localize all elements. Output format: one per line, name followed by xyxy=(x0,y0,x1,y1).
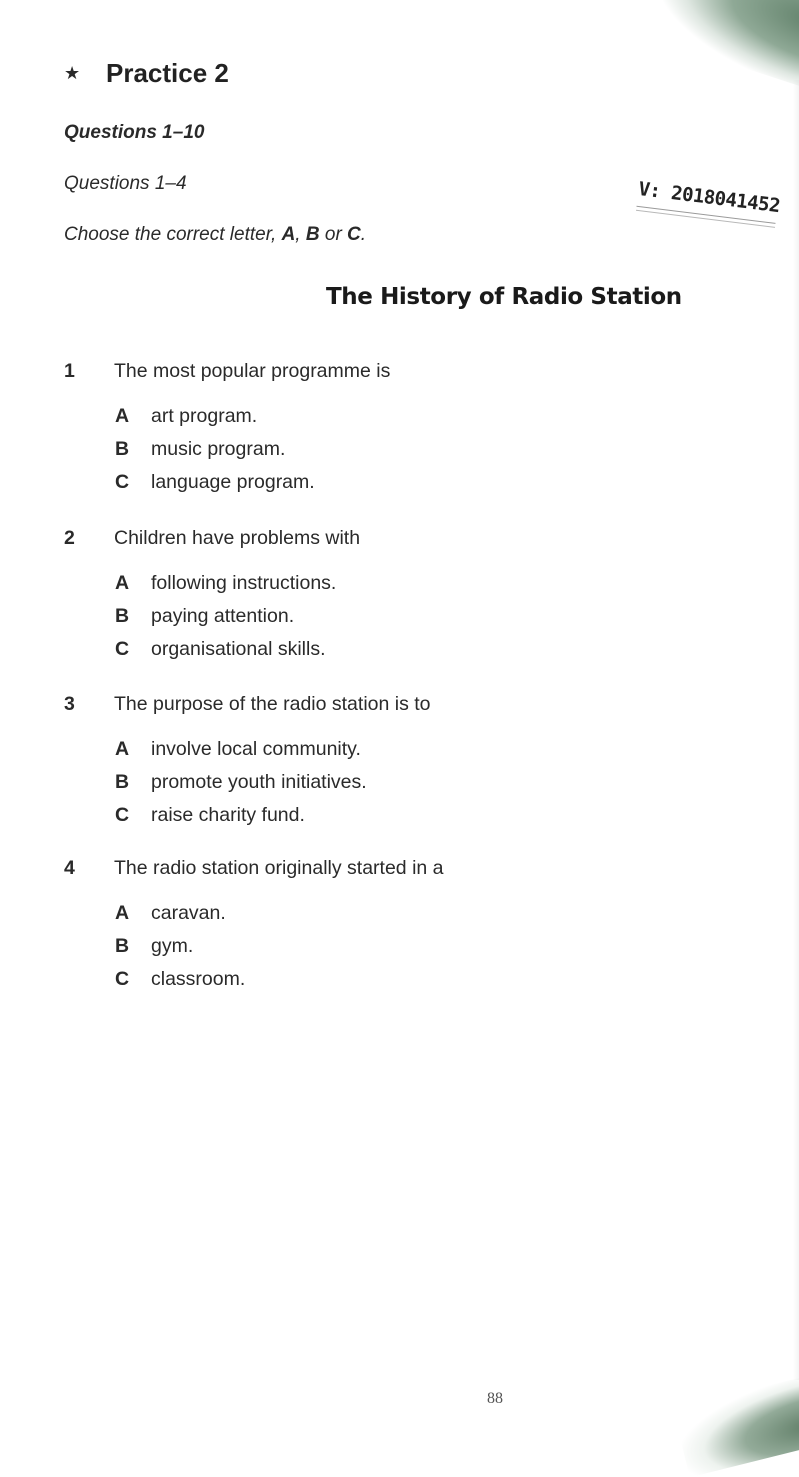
option-letter: B xyxy=(115,605,130,627)
option-letter: C xyxy=(115,471,130,493)
question-text: The purpose of the radio station is to xyxy=(114,692,431,715)
instruction-letter-b: B xyxy=(305,224,320,245)
option-text: involve local community. xyxy=(151,738,361,760)
option-text: classroom. xyxy=(151,968,246,990)
option-a[interactable] xyxy=(115,400,664,433)
questions-range-heading: Questions 1–10 xyxy=(64,122,205,143)
option-letter: B xyxy=(115,771,130,793)
question-2 xyxy=(64,525,664,666)
option-list xyxy=(64,897,664,996)
option-text: gym. xyxy=(151,935,194,957)
instruction-letter-a: A xyxy=(281,224,296,245)
option-letter: A xyxy=(115,405,130,427)
version-stamp xyxy=(633,178,789,256)
practice-header xyxy=(64,58,229,89)
page-number: 88 xyxy=(487,1390,503,1407)
option-text: language program. xyxy=(151,471,315,493)
option-a[interactable] xyxy=(115,897,664,930)
option-letter: B xyxy=(115,438,130,460)
option-b[interactable] xyxy=(115,600,664,633)
option-b[interactable] xyxy=(115,433,664,466)
option-c[interactable] xyxy=(115,963,664,996)
option-letter: C xyxy=(115,968,130,990)
question-stem xyxy=(64,525,664,551)
option-b[interactable] xyxy=(115,930,664,963)
instruction-letter-c: C xyxy=(347,224,361,245)
practice-title: Practice 2 xyxy=(106,58,229,88)
page-edge-shadow xyxy=(793,80,799,1380)
option-text: caravan. xyxy=(151,902,226,924)
question-text: Children have problems with xyxy=(114,526,361,549)
option-c[interactable] xyxy=(115,466,664,499)
option-letter: C xyxy=(115,804,130,826)
question-4 xyxy=(64,855,664,996)
option-letter: C xyxy=(115,638,130,660)
question-number: 1 xyxy=(64,359,75,382)
page-curl-shadow-top xyxy=(647,0,799,98)
option-text: art program. xyxy=(151,405,258,427)
option-c[interactable] xyxy=(115,799,664,832)
option-a[interactable] xyxy=(115,733,664,766)
version-stamp-text: V: 2018041452 xyxy=(637,178,782,218)
question-stem xyxy=(64,691,664,717)
page-curl-shadow-bottom xyxy=(673,1371,799,1477)
option-b[interactable] xyxy=(115,766,664,799)
question-text: The most popular programme is xyxy=(114,359,391,382)
section-title: The History of Radio Station xyxy=(326,284,682,310)
option-text: following instructions. xyxy=(151,572,337,594)
option-list xyxy=(64,733,664,832)
instruction-prefix: Choose the correct letter, xyxy=(64,224,282,245)
question-stem xyxy=(64,855,664,881)
option-text: organisational skills. xyxy=(151,638,326,660)
option-list xyxy=(64,567,664,666)
option-text: music program. xyxy=(151,438,286,460)
question-number: 4 xyxy=(64,856,75,879)
star-icon: ★ xyxy=(64,63,81,83)
option-list xyxy=(64,400,664,499)
question-3 xyxy=(64,691,664,832)
option-text: raise charity fund. xyxy=(151,804,305,826)
question-stem xyxy=(64,358,664,384)
option-text: promote youth initiatives. xyxy=(151,771,367,793)
option-letter: A xyxy=(115,902,130,924)
question-number: 3 xyxy=(64,692,75,715)
questions-subrange-heading: Questions 1–4 xyxy=(64,173,187,194)
instruction-suffix: . xyxy=(360,224,367,245)
question-1 xyxy=(64,358,664,499)
instruction-sep-2: or xyxy=(319,224,348,245)
instruction-text xyxy=(64,224,366,246)
question-text: The radio station originally started in a xyxy=(114,856,444,879)
option-c[interactable] xyxy=(115,633,664,666)
instruction-sep-1: , xyxy=(295,224,306,245)
option-letter: A xyxy=(115,572,130,594)
option-letter: A xyxy=(115,738,130,760)
option-text: paying attention. xyxy=(151,605,295,627)
question-number: 2 xyxy=(64,526,75,549)
option-a[interactable] xyxy=(115,567,664,600)
option-letter: B xyxy=(115,935,130,957)
